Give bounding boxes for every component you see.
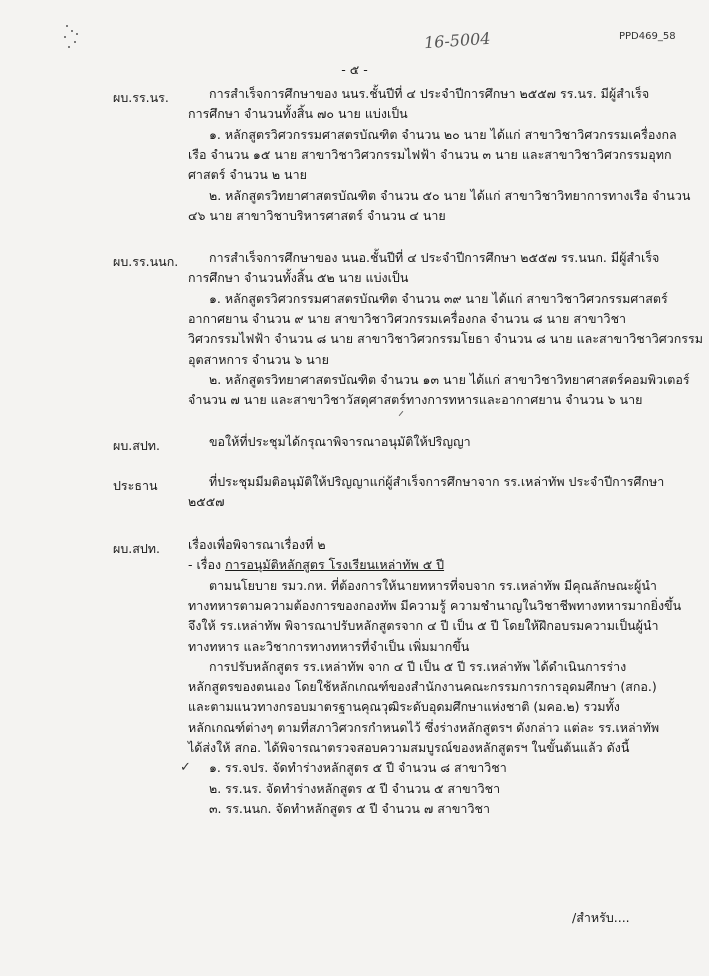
text-line — [188, 352, 329, 368]
text-line — [188, 167, 307, 183]
line-text: อากาศยาน จำนวน ๙ นาย สาขาวิชาวิศวกรรมเครื่องกล จำนวน ๘ นาย สาขาวิชา — [188, 310, 627, 326]
text-line — [188, 392, 642, 408]
text-line — [209, 188, 690, 204]
line-text: อุตสาหการ จำนวน ๖ นาย — [188, 351, 330, 367]
pen-mark — [399, 411, 404, 416]
speaker-label: ผบ.สปท. — [113, 438, 161, 453]
text-line — [209, 127, 677, 143]
text-line — [188, 147, 672, 163]
line-text: เรือ จำนวน ๑๕ นาย สาขาวิชาวิศวกรรมไฟฟ้า จำนวน ๓ นาย และสาขาวิชาวิศวกรรมอุทก — [188, 146, 672, 162]
line-text: จึงให้ รร.เหล่าทัพ พิจารณาปรับหลักสูตรจาก ๔ ปี เป็น ๕ ปี โดยให้ฝึกอบรมความเป็นผู้นำ — [188, 618, 659, 634]
text-line — [188, 270, 408, 286]
text-line — [188, 331, 703, 347]
line-text: ทางทหารตามความต้องการของกองทัพ มีความรู้ ความชำนาญในวิชาชีพทางทหารมากยิ่งขึ้น — [188, 597, 682, 613]
text-line — [188, 537, 326, 553]
text-line — [188, 106, 408, 122]
line-text: ทางทหาร และวิชาการทางทหารที่จำเป็น เพิ่มมากขึ้น — [188, 638, 470, 654]
line-text: ๑. หลักสูตรวิศวกรรมศาสตรบัณฑิต จำนวน ๒๐ นาย ได้แก่ สาขาวิชาวิศวกรรมเครื่องกล — [209, 126, 677, 142]
line-text: ๒. หลักสูตรวิทยาศาสตรบัณฑิต จำนวน ๕๐ นาย ได้แก่ สาขาวิชาวิทยาการทางเรือ จำนวน — [209, 187, 691, 203]
line-text: วิศวกรรมไฟฟ้า จำนวน ๘ นาย สาขาวิชาวิศวกรรมโยธา จำนวน ๘ นาย และสาขาวิชาวิศวกรรม — [188, 331, 703, 347]
text-line — [209, 474, 664, 490]
document-code: PPD469_58 — [619, 31, 676, 42]
text-line — [209, 86, 649, 102]
speaker-label: ผบ.รร.นร. — [113, 90, 169, 105]
text-line — [188, 557, 444, 573]
line-text: ขอให้ที่ประชุมได้กรุณาพิจารณาอนุมัติให้ปริญญา — [209, 434, 471, 449]
text-line — [188, 679, 657, 695]
page-number: - ๕ - — [341, 62, 368, 77]
text-line — [188, 639, 469, 655]
continuation-note: /สำหรับ.... — [572, 910, 630, 925]
text-line — [209, 801, 490, 817]
line-text: ได้ส่งให้ สกอ. ได้พิจารณาตรวจสอบความสมบูรณ์ของหลักสูตรฯ ในขั้นต้นแล้ว ดังนี้ — [188, 740, 630, 755]
line-text: ๑. หลักสูตรวิศวกรรมศาสตรบัณฑิต จำนวน ๓๙ นาย ได้แก่ สาขาวิชาวิศวกรรมศาสตร์ — [209, 290, 668, 306]
line-text: หลักเกณฑ์ต่างๆ ตามที่สภาวิศวกรกำหนดไว้ ซึ่งร่างหลักสูตรฯ ดังกล่าว แต่ละ รร.เหล่าทัพ — [188, 719, 660, 735]
scan-specks — [62, 22, 82, 52]
handwritten-note: 16-5004 — [423, 28, 492, 53]
line-text: ที่ประชุมมีมติอนุมัติให้ปริญญาแก่ผู้สำเร็จการศึกษาจาก รร.เหล่าทัพ ประจำปีการศึกษา — [209, 474, 665, 489]
line-text: และตามแนวทางกรอบมาตรฐานคุณวุฒิระดับอุดมศึกษาแห่งชาติ (มคอ.๒) รวมทั้ง — [188, 699, 620, 715]
text-line — [188, 699, 620, 715]
text-line — [209, 434, 471, 450]
speaker-label: ผบ.รร.นนก. — [113, 254, 179, 269]
line-text: จำนวน ๗ นาย และสาขาวิชาวัสดุศาสตร์ทางการทหารและอากาศยาน จำนวน ๖ นาย — [188, 392, 643, 408]
line-text: ๒๕๕๗ — [188, 494, 225, 510]
text-line — [209, 781, 500, 797]
line-text: การปรับหลักสูตร รร.เหล่าทัพ จาก ๔ ปี เป็น ๕ ปี รร.เหล่าทัพ ได้ดำเนินการร่าง — [209, 658, 627, 674]
speaker-label: ผบ.สปท. — [113, 541, 161, 556]
text-line — [188, 311, 626, 327]
text-line — [209, 659, 626, 675]
checkmark-icon: ✓ — [180, 760, 191, 775]
line-text: ตามนโยบาย รมว.กห. ที่ต้องการให้นายทหารที่จบจาก รร.เหล่าทัพ มีคุณลักษณะผู้นำ — [209, 577, 657, 593]
text-line — [188, 720, 659, 736]
line-text: เรื่องเพื่อพิจารณาเรื่องที่ ๒ — [188, 537, 326, 552]
text-line — [209, 578, 657, 594]
text-line — [188, 740, 629, 756]
text-line — [209, 250, 659, 266]
line-text: การสำเร็จการศึกษาของ นนอ.ชั้นปีที่ ๔ ประจำปีการศึกษา ๒๕๕๗ รร.นนก. มีผู้สำเร็จ — [209, 250, 660, 265]
line-text: ๓. รร.นนก. จัดทำหลักสูตร ๕ ปี จำนวน ๗ สาขาวิชา — [209, 800, 490, 816]
line-text: การศึกษา จำนวนทั้งสิ้น ๕๒ นาย แบ่งเป็น — [188, 270, 409, 286]
text-line — [188, 208, 446, 224]
speaker-label: ประธาน — [113, 478, 158, 493]
line-text: ๒. รร.นร. จัดทำร่างหลักสูตร ๕ ปี จำนวน ๕ สาขาวิชา — [209, 780, 501, 796]
line-text: การสำเร็จการศึกษาของ นนร.ชั้นปีที่ ๔ ประจำปีการศึกษา ๒๕๕๗ รร.นร. มีผู้สำเร็จ — [209, 86, 650, 101]
text-line — [188, 494, 225, 510]
text-line — [209, 760, 507, 776]
text-line — [188, 598, 681, 614]
underlined-title: การอนุมัติหลักสูตร โรงเรียนเหล่าทัพ ๕ ปี — [225, 557, 445, 573]
text-line — [209, 291, 668, 307]
line-text: หลักสูตรของตนเอง โดยใช้หลักเกณฑ์ของสำนักงานคณะกรรมการการอุดมศึกษา (สกอ.) — [188, 679, 657, 695]
line-text: ๒. หลักสูตรวิทยาศาสตรบัณฑิต จำนวน ๑๓ นาย ได้แก่ สาขาวิชาวิทยาศาสตร์คอมพิวเตอร์ — [209, 371, 690, 387]
text-line — [209, 372, 690, 388]
text-line — [188, 618, 659, 634]
line-text: ๔๖ นาย สาขาวิชาบริหารศาสตร์ จำนวน ๔ นาย — [188, 207, 446, 223]
line-text: - เรื่อง — [188, 557, 226, 573]
line-text: การศึกษา จำนวนทั้งสิ้น ๗๐ นาย แบ่งเป็น — [188, 106, 408, 122]
line-text: ๑. รร.จปร. จัดทำร่างหลักสูตร ๕ ปี จำนวน ๘ สาขาวิชา — [209, 760, 507, 776]
line-text: ศาสตร์ จำนวน ๒ นาย — [188, 167, 307, 183]
